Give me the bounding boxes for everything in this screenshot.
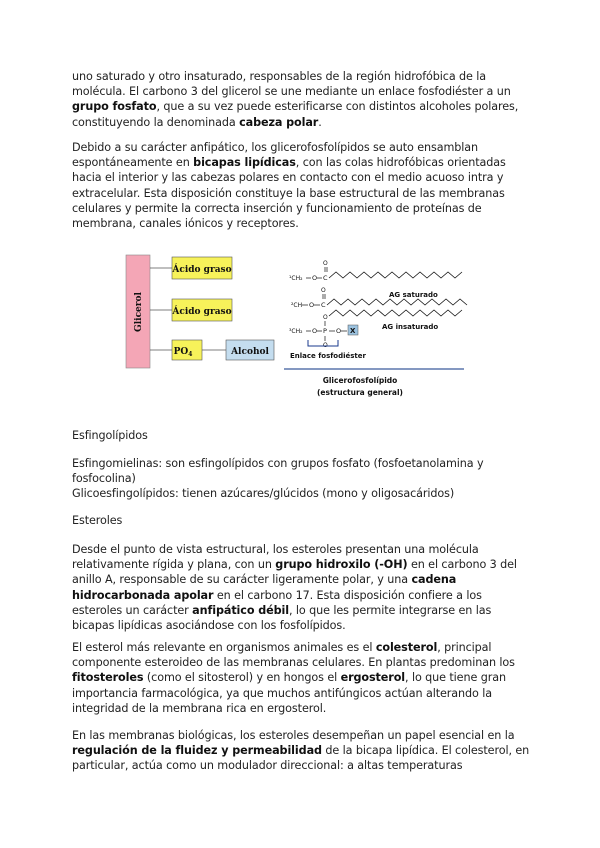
o-atom: O: [336, 327, 342, 335]
o-atom: O: [312, 327, 318, 335]
esfingomielinas-line: Esfingomielinas: son esfingolípidos con grupos fosfato (fosfoetanolamina y fosfocolina): [72, 457, 484, 486]
o-atom: O: [321, 287, 326, 294]
ag-insaturado-label: AG insaturado: [382, 323, 439, 331]
bold-term: cadena hidrocarbonada apolar: [72, 573, 457, 602]
o-atom: O: [323, 314, 328, 321]
c-atom: C: [321, 301, 326, 309]
heading-esfingolipidos: Esfingolípidos: [72, 429, 148, 442]
saturated-chain-1: [329, 272, 462, 278]
paragraph-glicerofosfolipidos-estructura: [72, 69, 534, 130]
ag-saturado-label: AG saturado: [389, 291, 438, 299]
o-atom: O: [323, 260, 328, 267]
text-run: , que a su vez puede esterificarse con distintos alcoholes polares, constituyendo la denominada: [72, 100, 519, 129]
text-run: , principal componente esteroideo de las membranas celulares. En plantas predominan los: [72, 641, 515, 670]
bold-term: cabeza polar: [239, 115, 319, 129]
text-run: , lo que tiene gran importancia farmacológica, ya que muchos antifúngicos actúan alterando la integridad de la membrana rica en ergosterol.: [72, 671, 506, 715]
text-run: en el carbono 3 del anillo A, responsable de su carácter ligeramente polar, y una: [72, 558, 517, 587]
text-run: El esterol más relevante en organismos animales es el: [72, 641, 376, 654]
po4-label: $PO_4$: [173, 347, 193, 358]
ch-mid-label: ²CH: [291, 302, 303, 309]
chain-2: [327, 299, 467, 305]
bold-term: fitosteroles: [72, 671, 144, 685]
text-run: de la bicapa lipídica. El colesterol, en particular, actúa como un modulador direccional: a altas temperaturas: [72, 744, 530, 773]
x-group-label: X: [350, 327, 356, 335]
text-run: , lo que les permite integrarse en las bicapas lipídicas asociándose con los fosfolípidos.: [72, 603, 492, 633]
paragraph-bicapas: [72, 140, 534, 231]
bold-term: ergosterol: [340, 671, 406, 685]
text-run: .: [318, 115, 322, 129]
caption-title: Glicerofosfolípido: [322, 376, 398, 385]
ch2-bot-label: ³CH₂: [289, 328, 303, 335]
bold-term: grupo hidroxilo (-OH): [275, 558, 408, 572]
bold-term: anfipático débil: [192, 603, 289, 617]
ch2-top-label: ¹CH₂: [289, 275, 303, 282]
bold-term: regulación de la fluidez y permeabilidad: [72, 744, 322, 758]
acido-graso-label-1: Ácido graso: [172, 265, 232, 275]
c-atom: C: [323, 274, 328, 282]
text-run: Debido a su carácter anfipático, los glicerofosfolípidos se auto ensamblan espontáneamente en: [72, 141, 479, 170]
bold-term: bicapas lipídicas: [193, 156, 296, 170]
enlace-fosfodiester-label: Enlace fosfodiéster: [290, 352, 366, 360]
text-run: En las membranas biológicas, los esteroles desempeñan un papel esencial en la: [72, 729, 515, 742]
text-run: Desde el punto de vista estructural, los esteroles presentan una molécula relativamente rígida y plana, con un: [72, 543, 479, 572]
text-run: en el carbono 17. Esta disposición confiere a los esteroles un carácter: [72, 588, 482, 617]
text-run: uno saturado y otro insaturado, responsables de la región hidrofóbica de la molécula. El carbono 3 del glicerol se une mediante un enlace fosfodiéster a un: [72, 70, 511, 99]
paragraph-fluidez: [72, 728, 534, 774]
paragraph-colesterol: [72, 640, 534, 716]
glicerofosfolipido-diagram: [124, 250, 476, 400]
caption-subtitle: (estructura general): [317, 388, 403, 397]
unsaturated-chain: [329, 310, 462, 316]
o-atom: O: [309, 301, 315, 309]
glicerofosfolipido-figure: [124, 250, 476, 400]
p-atom: P: [323, 327, 327, 335]
alcohol-label: Alcohol: [231, 347, 269, 357]
glicoesfingolipidos-line: Glicoesfingolípidos: tienen azúcares/glúcidos (mono y oligosacáridos): [72, 487, 455, 501]
o-atom: O: [312, 274, 318, 282]
text-run: , con las colas hidrofóbicas orientadas hacia el interior y las cabezas polares en contacto con el medio acuoso intra y extracelular. Esta disposición constituye la base estructural de las membranas celulares y permite la correcta inserción y funcionamiento de proteínas de membrana, canales iónicos y receptores.: [72, 156, 506, 231]
paragraph-esteroles-estructura: [72, 542, 534, 633]
text-run: (como el sitosterol) y en hongos el: [143, 671, 341, 685]
o-atom: O: [323, 342, 328, 349]
glicerol-label: Glicerol: [134, 292, 144, 332]
bold-term: grupo fosfato: [72, 100, 157, 114]
paragraph-esfingolipidos-tipos: [72, 456, 534, 502]
acido-graso-label-2: Ácido graso: [172, 307, 232, 317]
heading-esteroles: Esteroles: [72, 514, 123, 527]
bold-term: colesterol: [375, 641, 438, 654]
